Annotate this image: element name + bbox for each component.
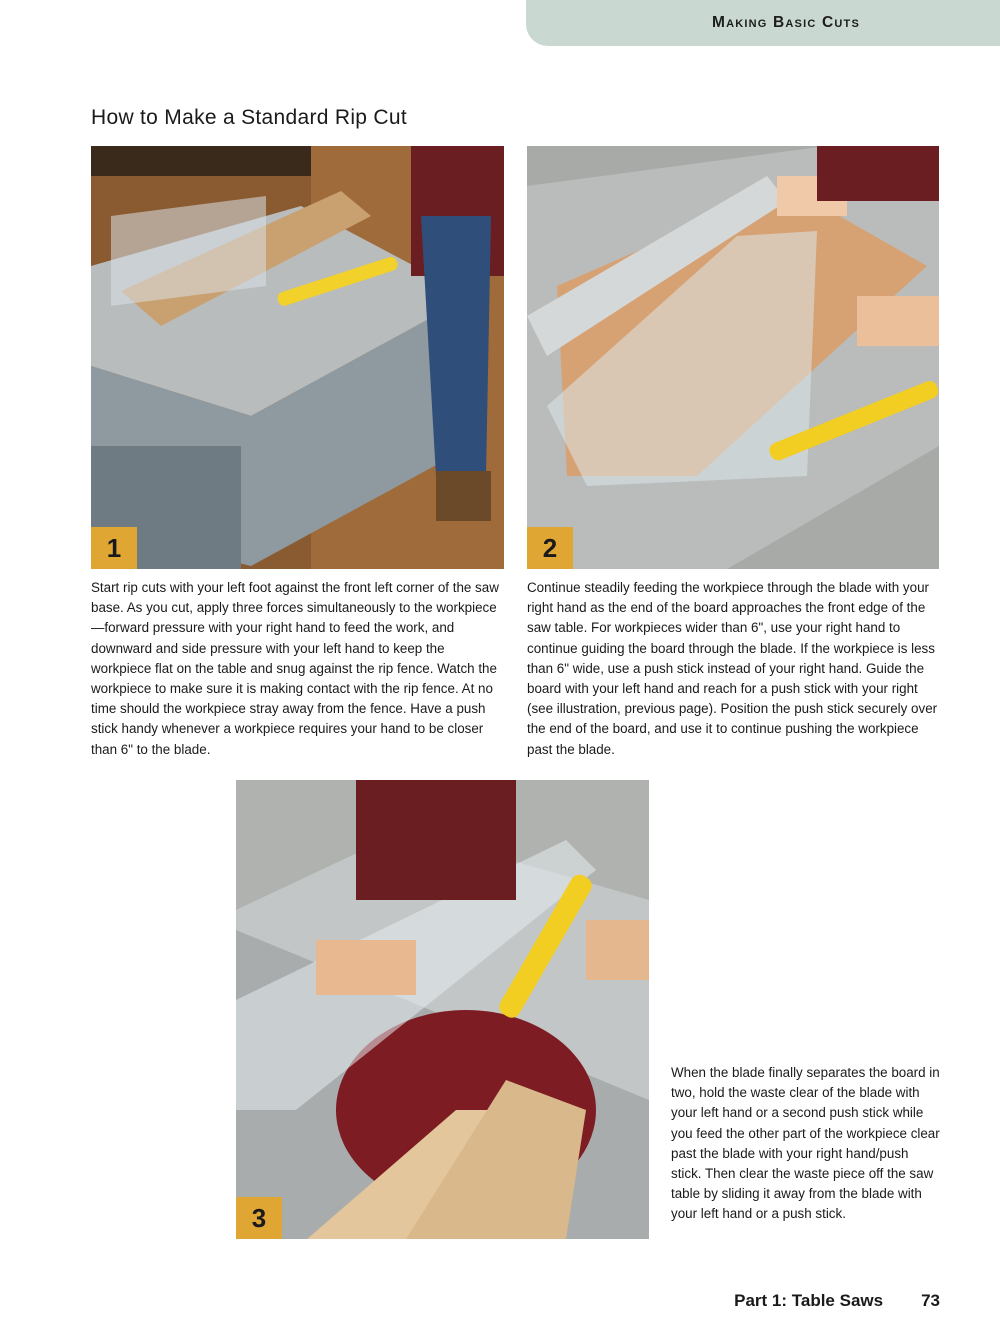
step-2-caption: Continue steadily feeding the workpiece through the blade with your right hand as the end of the board approaches the front edge of the saw table. For workpieces wider than 6", use your right hand to continue guiding the board through the blade. If the workpiece is less than 6" wide, use a push stick instead of your right hand. Guide the board with your left hand and reach for a push stick with your right (see illustration, previous page). Position the push stick securely over the end of the board, and use it to continue pushing the workpiece past the blade.	[527, 580, 938, 757]
step-1-photo	[91, 146, 504, 569]
step-3-photo	[236, 780, 649, 1239]
section-header-tab	[526, 0, 1000, 46]
page-title: How to Make a Standard Rip Cut	[91, 106, 407, 129]
step-2-badge: 2	[527, 527, 573, 569]
step-3-badge: 3	[236, 1197, 282, 1239]
section-title: Making Basic Cuts	[711, 14, 860, 31]
step-3-caption: When the blade finally separates the board in two, hold the waste clear of the blade with your left hand or a second push stick while you feed the other part of the workpiece clear past the blade with your right hand/push stick. Then clear the waste piece off the saw table by sliding it away from the blade with your left hand or a push stick.	[671, 1065, 940, 1222]
page-number: 73	[921, 1291, 940, 1310]
step-1-badge: 1	[91, 527, 137, 569]
page-footer	[734, 1291, 940, 1311]
step-2-photo	[527, 146, 939, 569]
step-1-caption: Start rip cuts with your left foot against the front left corner of the saw base. As you cut, apply three forces simultaneously to the workpiece—forward pressure with your right hand to feed the work, and downward and side pressure with your left hand to keep the workpiece flat on the table and snug against the rip fence. Watch the workpiece to make sure it is making contact with the rip fence. At no time should the workpiece stray away from the fence. Have a push stick handy whenever a workpiece requires your hand to be closer than 6" to the blade.	[91, 580, 499, 757]
footer-section: Part 1: Table Saws	[734, 1291, 884, 1310]
